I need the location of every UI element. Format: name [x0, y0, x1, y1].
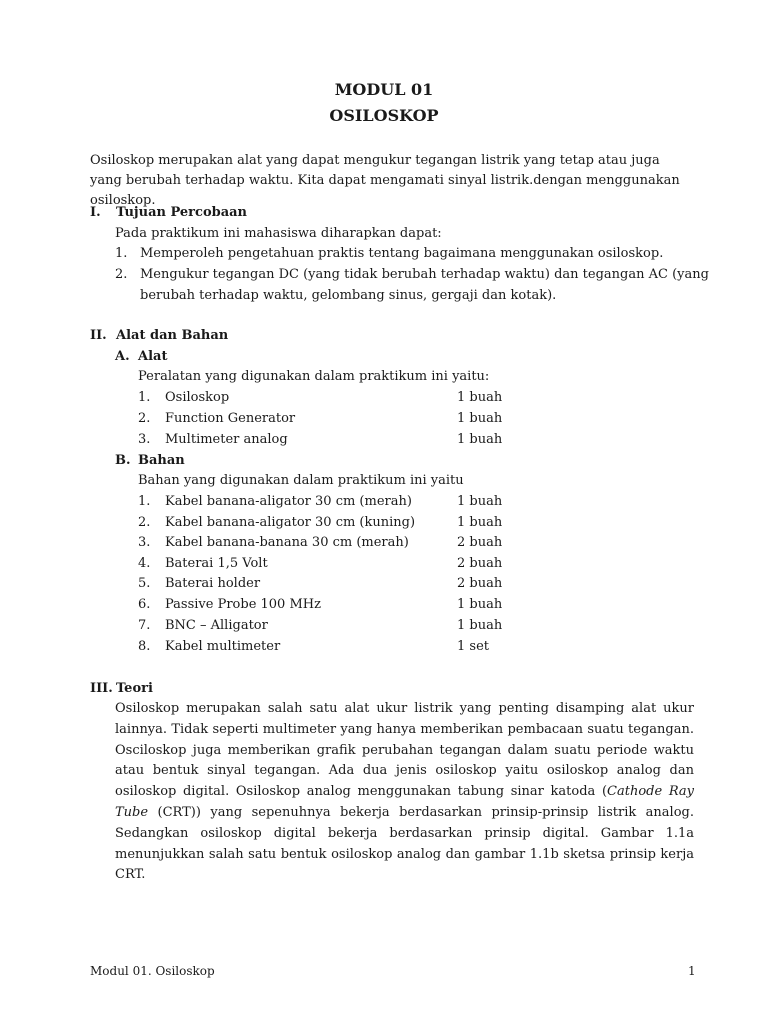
item-name: Function Generator	[165, 411, 296, 426]
row-number: 7.	[138, 618, 151, 633]
subsection-lead-text: Bahan yang digunakan dalam praktikum ini yaitu	[138, 473, 464, 488]
item-quantity: 1 buah	[457, 390, 503, 405]
material-row	[138, 515, 538, 536]
item-name: Kabel multimeter	[165, 639, 281, 654]
section-number: II.	[90, 328, 107, 343]
item-quantity: 1 set	[457, 639, 489, 654]
row-number: 3.	[138, 432, 151, 447]
item-name: BNC – Alligator	[165, 618, 268, 633]
equipment-row	[138, 390, 538, 411]
equipment-row	[138, 411, 538, 432]
item-quantity: 1 buah	[457, 618, 503, 633]
theory-paragraph	[115, 699, 694, 886]
intro-paragraph: Osiloskop merupakan alat yang dapat mengukur tegangan listrik yang tetap atau juga yang berubah terhadap waktu. Kita dapat mengamati sinyal listrik.dengan menggunakan osiloskop.	[90, 153, 680, 208]
item-quantity: 1 buah	[457, 515, 503, 530]
material-row	[138, 618, 538, 639]
theory-text-continued: (CRT)) yang sepenuhnya bekerja berdasarkan prinsip-prinsip listrik analog. Sedangkan osiloskop digital bekerja berdasarkan prinsip digital. Gambar 1.1a menunjukkan salah satu bentuk osiloskop analog dan gambar 1.1b sketsa prinsip kerja CRT.	[115, 804, 694, 883]
list-item-number: 1.	[115, 246, 128, 261]
theory-text: Osiloskop merupakan salah satu alat ukur listrik yang penting disamping alat ukur lainnya. Tidak seperti multimeter yang hanya memberikan pembacaan suatu tegangan. Osciloskop juga memberikan grafik perubahan tegangan dalam suatu periode waktu atau bentuk sinyal tegangan. Ada dua jenis osiloskop yaitu osiloskop analog dan osiloskop digital. Osiloskop analog menggunakan tabung sinar katoda (	[115, 701, 694, 800]
list-item-text-continued: berubah terhadap waktu, gelombang sinus, gergaji dan kotak).	[140, 288, 557, 303]
item-name: Multimeter analog	[165, 432, 288, 447]
item-name: Baterai holder	[165, 576, 261, 591]
page-title: MODUL 01	[334, 80, 434, 99]
section-heading-alat-bahan	[90, 328, 228, 343]
item-name: Passive Probe 100 MHz	[165, 597, 321, 612]
subsection-title: Alat	[138, 349, 168, 364]
item-name: Kabel banana-aligator 30 cm (kuning)	[165, 515, 416, 530]
page-subtitle: OSILOSKOP	[329, 106, 439, 125]
item-quantity: 2 buah	[457, 576, 503, 591]
theory-italic-term: Cathode Ray Tube	[115, 784, 695, 820]
row-number: 1.	[138, 494, 151, 509]
section-heading-tujuan	[90, 205, 247, 220]
material-row	[138, 639, 538, 660]
list-item-text: Memperoleh pengetahuan praktis tentang bagaimana menggunakan osiloskop.	[140, 246, 664, 261]
subsection-title: Bahan	[138, 453, 185, 468]
item-quantity: 1 buah	[457, 494, 503, 509]
item-name: Kabel banana-aligator 30 cm (merah)	[165, 494, 412, 509]
section-title: Tujuan Percobaan	[116, 205, 248, 220]
row-number: 1.	[138, 390, 151, 405]
section-title: Alat dan Bahan	[116, 328, 229, 343]
row-number: 8.	[138, 639, 151, 654]
section-title: Teori	[116, 681, 153, 696]
footer-module-name: Modul 01. Osiloskop	[90, 964, 215, 978]
item-name: Osiloskop	[165, 390, 230, 405]
item-quantity: 1 buah	[457, 432, 503, 447]
item-quantity: 1 buah	[457, 597, 503, 612]
section-lead-text: Pada praktikum ini mahasiswa diharapkan dapat:	[115, 226, 442, 241]
item-quantity: 2 buah	[457, 535, 503, 550]
subsection-heading-bahan	[115, 453, 185, 468]
row-number: 3.	[138, 535, 151, 550]
item-quantity: 2 buah	[457, 556, 503, 571]
equipment-row	[138, 432, 538, 453]
material-row	[138, 556, 538, 577]
subsection-letter: B.	[115, 453, 131, 468]
material-row	[138, 535, 538, 556]
item-name: Kabel banana-banana 30 cm (merah)	[165, 535, 409, 550]
material-row	[138, 494, 538, 515]
section-number: I.	[90, 205, 101, 220]
row-number: 2.	[138, 411, 151, 426]
page-number: 1	[688, 964, 696, 978]
section-heading-teori	[90, 681, 153, 696]
material-row	[138, 597, 538, 618]
row-number: 6.	[138, 597, 151, 612]
material-row	[138, 576, 538, 597]
row-number: 2.	[138, 515, 151, 530]
row-number: 4.	[138, 556, 151, 571]
section-number: III.	[90, 681, 113, 696]
item-name: Baterai 1,5 Volt	[165, 556, 268, 571]
subsection-heading-alat	[115, 349, 167, 364]
item-quantity: 1 buah	[457, 411, 503, 426]
list-item-number: 2.	[115, 267, 128, 282]
row-number: 5.	[138, 576, 151, 591]
subsection-letter: A.	[115, 349, 130, 364]
list-item-text: Mengukur tegangan DC (yang tidak berubah terhadap waktu) dan tegangan AC (yang	[140, 267, 709, 282]
subsection-lead-text: Peralatan yang digunakan dalam praktikum ini yaitu:	[138, 369, 490, 384]
